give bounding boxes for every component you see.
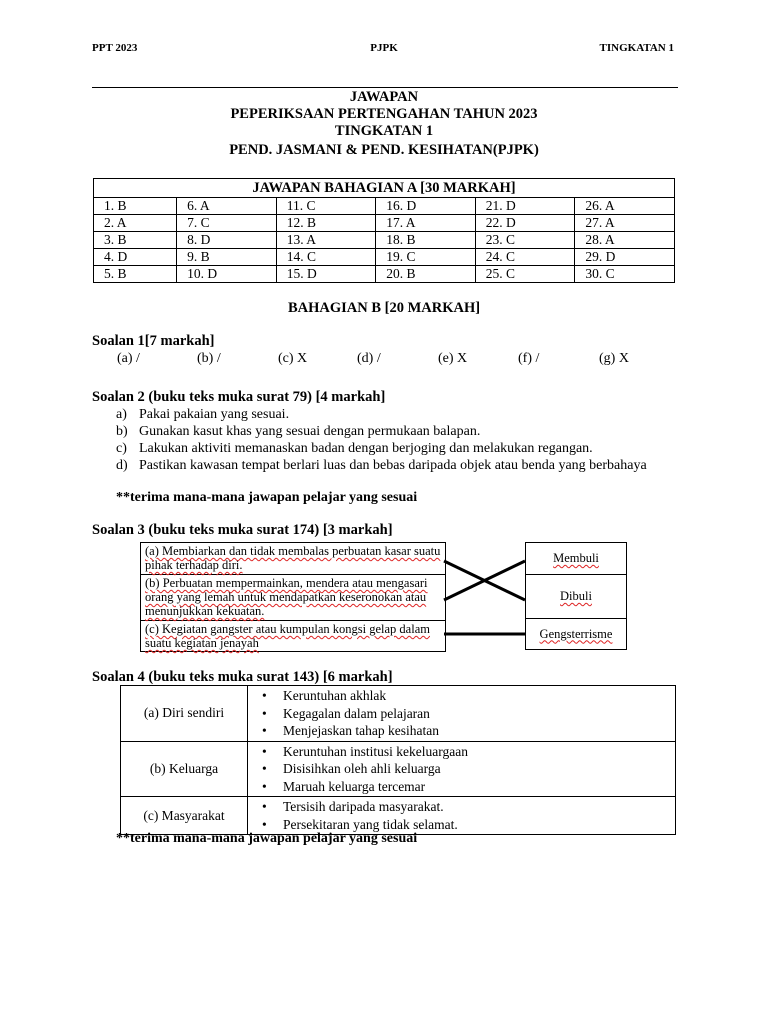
list-item-label: b) xyxy=(116,424,128,439)
term-text: Gengsterrisme xyxy=(539,626,613,641)
list-item: • Keruntuhan akhlak xyxy=(283,687,674,705)
answer-cell: 28. A xyxy=(575,232,675,249)
answer-cell: 5. B xyxy=(94,266,177,283)
answer-cell: 20. B xyxy=(376,266,476,283)
answer-cell: 23. C xyxy=(475,232,575,249)
list-item-text: Pakai pakaian yang sesuai. xyxy=(139,407,290,422)
category-cell: (c) Masyarakat xyxy=(121,797,248,835)
list-item-label: d) xyxy=(116,458,128,473)
soalan-1-answer: (f) / xyxy=(518,351,540,366)
list-item-label: a) xyxy=(116,407,127,422)
soalan-4-note: **terima mana-mana jawapan pelajar yang sesuai xyxy=(116,831,418,846)
soalan-1-answer: (e) X xyxy=(438,351,468,366)
answer-cell: 9. B xyxy=(177,249,277,266)
list-item: • Tersisih daripada masyarakat. xyxy=(283,798,674,816)
answer-cell: 14. C xyxy=(276,249,376,266)
title-line-1: JAWAPAN xyxy=(349,89,419,105)
title-line-2: PEPERIKSAAN PERTENGAHAN TAHUN 2023 xyxy=(230,106,538,122)
answer-cell: 4. D xyxy=(94,249,177,266)
points-cell xyxy=(248,797,676,835)
section-a-title: JAWAPAN BAHAGIAN A [30 MARKAH] xyxy=(94,179,675,198)
soalan-1-answer: (c) X xyxy=(278,351,308,366)
header-form: TINGKATAN 1 xyxy=(599,42,674,54)
answer-cell: 30. C xyxy=(575,266,675,283)
answer-cell: 19. C xyxy=(376,249,476,266)
list-item: • Menjejaskan tahap kesihatan xyxy=(283,722,674,740)
statement-c-text: (c) Kegiatan gangster atau kumpulan kongsi gelap dalam suatu kegiatan jenayah xyxy=(145,622,430,650)
list-item: • Kegagalan dalam pelajaran xyxy=(283,705,674,723)
answer-cell: 11. C xyxy=(276,198,376,215)
answer-cell: 6. A xyxy=(177,198,277,215)
soalan-1-answer: (b) / xyxy=(197,351,221,366)
points-cell xyxy=(248,741,676,797)
term-text: Dibuli xyxy=(560,589,592,603)
title-line-4: PEND. JASMANI & PEND. KESIHATAN(PJPK) xyxy=(229,142,539,158)
list-item-text: Gunakan kasut khas yang sesuai dengan permukaan balapan. xyxy=(139,424,481,439)
answer-cell: 2. A xyxy=(94,215,177,232)
answer-cell: 27. A xyxy=(575,215,675,232)
title-line-3: TINGKATAN 1 xyxy=(334,123,434,139)
answer-cell: 17. A xyxy=(376,215,476,232)
answer-cell: 16. D xyxy=(376,198,476,215)
table-row xyxy=(121,686,676,742)
term-text: Membuli xyxy=(553,551,599,565)
answer-cell: 29. D xyxy=(575,249,675,266)
list-item: • Maruah keluarga tercemar xyxy=(283,778,674,796)
answer-cell: 13. A xyxy=(276,232,376,249)
list-item: • Persekitaran yang tidak selamat. xyxy=(283,816,674,834)
answer-cell: 25. C xyxy=(475,266,575,283)
header-subject: PJPK xyxy=(370,42,398,54)
section-b-title: BAHAGIAN B [20 MARKAH] xyxy=(287,300,481,316)
soalan-1-answer: (g) X xyxy=(599,351,629,366)
list-item: • Disisihkan oleh ahli keluarga xyxy=(283,760,674,778)
answer-cell: 21. D xyxy=(475,198,575,215)
list-item: • Keruntuhan institusi kekeluargaan xyxy=(283,743,674,761)
list-item-text: Pastikan kawasan tempat berlari luas dan bebas daripada objek atau benda yang berbahaya xyxy=(139,458,647,473)
soalan-2-heading: Soalan 2 (buku teks muka surat 79) [4 markah] xyxy=(92,389,386,405)
answer-cell: 18. B xyxy=(376,232,476,249)
soalan-2-note: **terima mana-mana jawapan pelajar yang sesuai xyxy=(116,490,418,505)
soalan-1-heading: Soalan 1[7 markah] xyxy=(92,333,215,349)
answer-cell: 1. B xyxy=(94,198,177,215)
list-item-label: c) xyxy=(116,441,127,456)
soalan-1-answer: (a) / xyxy=(117,351,140,366)
statement-b-text: (b) Perbuatan mempermainkan, mendera atau mengasari orang yang lemah untuk mendapatkan keseronokan atau menunjukkan kekuatan. xyxy=(145,576,428,618)
table-row xyxy=(121,741,676,797)
answer-cell: 15. D xyxy=(276,266,376,283)
category-cell: (b) Keluarga xyxy=(121,741,248,797)
answer-cell: 22. D xyxy=(475,215,575,232)
answer-cell: 26. A xyxy=(575,198,675,215)
soalan-1-answer: (d) / xyxy=(357,351,381,366)
answer-cell: 12. B xyxy=(276,215,376,232)
header-exam-code: PPT 2023 xyxy=(92,42,138,54)
answer-cell: 10. D xyxy=(177,266,277,283)
list-item-text: Lakukan aktiviti memanaskan badan dengan berjoging dan melakukan regangan. xyxy=(139,441,593,456)
category-cell: (a) Diri sendiri xyxy=(121,686,248,742)
points-cell xyxy=(248,686,676,742)
answer-cell: 24. C xyxy=(475,249,575,266)
answer-cell: 8. D xyxy=(177,232,277,249)
answer-cell: 7. C xyxy=(177,215,277,232)
soalan-4-table xyxy=(120,685,676,835)
table-row xyxy=(121,797,676,835)
answer-cell: 3. B xyxy=(94,232,177,249)
statement-a-text: (a) Membiarkan dan tidak membalas perbuatan kasar suatu pihak terhadap diri. xyxy=(145,544,441,572)
soalan-3-heading: Soalan 3 (buku teks muka surat 174) [3 markah] xyxy=(92,522,393,538)
soalan-4-heading: Soalan 4 (buku teks muka surat 143) [6 markah] xyxy=(92,669,393,685)
